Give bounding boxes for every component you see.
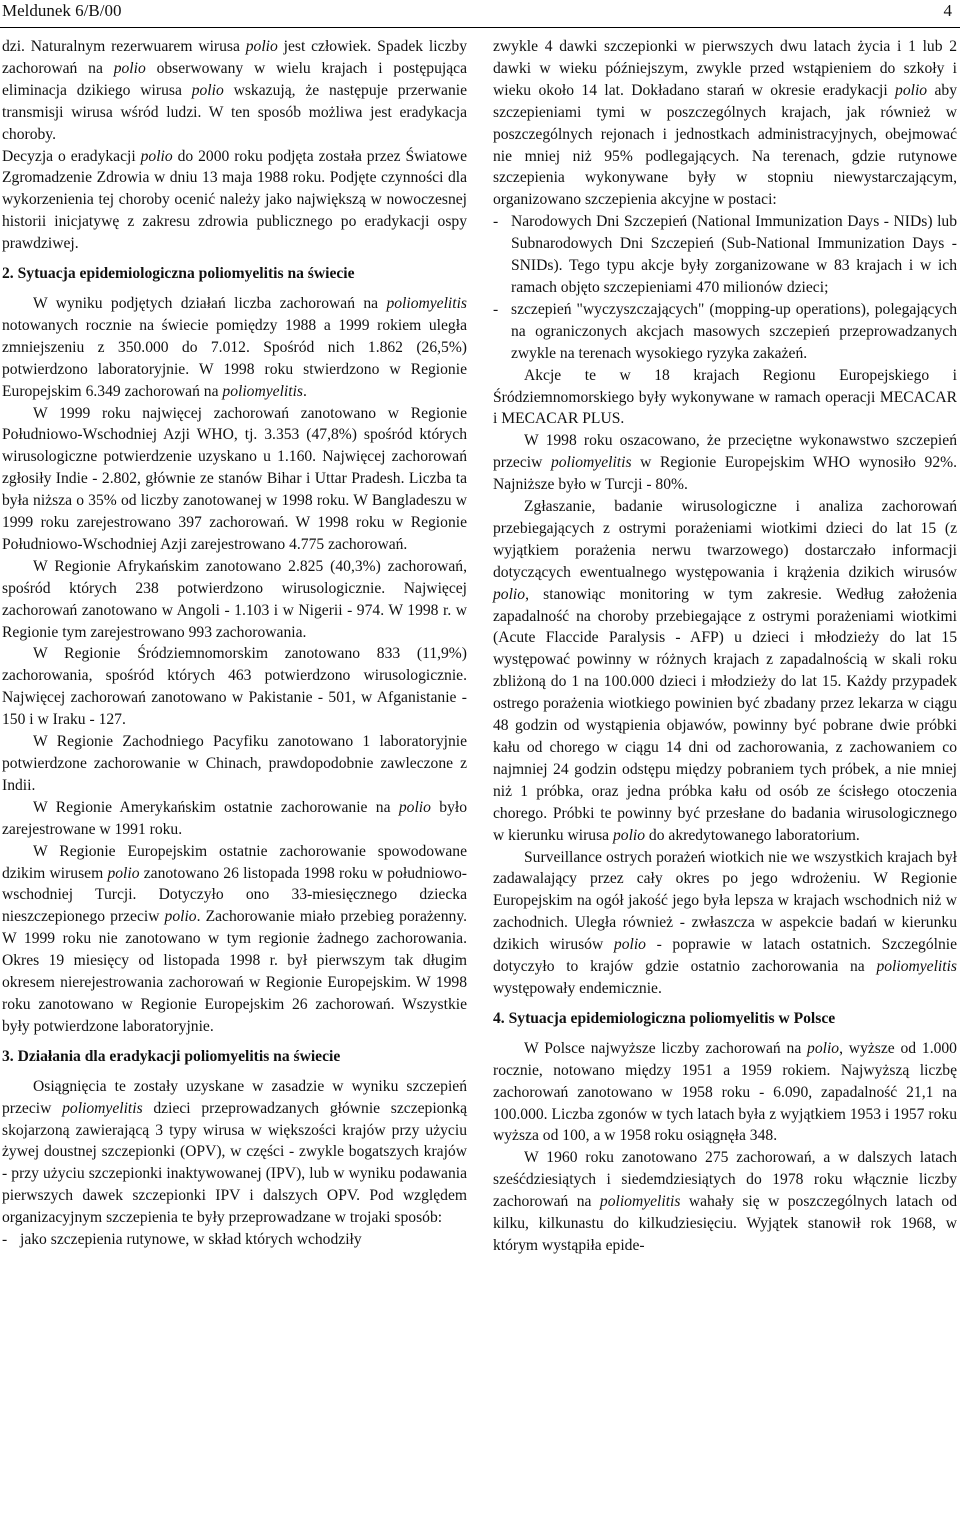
- paragraph: Surveillance ostrych porażeń wiotkich nie we wszystkich krajach był zadawalający przez cały okres po jego wdrożeniu. W Regionie Europejskim na ogół jakość jego była lepsza w krajach wschodnich niż w zachodnich. Uległa również - zwłaszcza w aspekcie badań w kierunku dzikich wirusów polio - poprawie w latach ostatnich. Szczególnie dotyczyło to krajów gdzie ostatnio zachorowania na poliomyelitis występowały endemicznie.: [493, 848, 958, 997]
- list-item: - Narodowych Dni Szczepień (National Immunization Days - NIDs) lub Subnarodowych Dni Szczepień (Sub-National Immunization Days - SNIDs). Tego typu akcje były zorganizowane w 83 krajach i w ich ramach objęto szczepieniami 470 milionów dzieci;: [493, 211, 957, 299]
- paragraph: W 1960 roku zanotowano 275 zachorowań, a w dalszych latach sześćdziesiątych i siedemdziesiątych do 1978 roku włącznie liczby zachorowań na poliomyelitis wahały się w poszczególnych latach od kilku, kilkunastu do kilkudziesięciu. Wyjątek stanowił rok 1968, w którym wystąpiła epide-: [493, 1149, 957, 1254]
- dash-list: [493, 211, 957, 364]
- left-column: [2, 36, 467, 1251]
- list-item: - szczepień "wyczyszczających" (mopping-up operations), polegających na ograniczonych akcjach masowych szczepień przeprowadzanych zwykle na terenach wysokiego ryzyka zakażeń.: [493, 299, 957, 365]
- paragraph: zwykle 4 dawki szczepionki w pierwszych dwu latach życia i 1 lub 2 dawki w wieku późniejszym, zwykle przed wstąpieniem do szkoły i wieku około 14 lat. Dokładano starań w okresie eradykacji polio aby szczepieniami tymi w poszczególnych krajach, jak również w poszczególnych rejonach i jednostkach administracyjnych, obejmować nie mniej niż 95% podlegających. Na terenach, gdzie rutynowe szczepienia wykonywane były w stopniu niewystarczającym, organizowano szczepienia akcyjne w postaci:: [493, 38, 957, 209]
- paragraph: Decyzja o eradykacji polio do 2000 roku podjęta została przez Światowe Zgromadzenie Zdrowia w dniu 13 maja 1988 roku. Podjęte czynności dla wykorzenienia tej choroby ocenić należy jako największą w nowoczesnej historii inicjatywę z zakresu zdrowia publicznego po eradykacji ospy prawdziwej.: [2, 147, 467, 253]
- section-heading: 4. Sytuacja epidemiologiczna poliomyelitis w Polsce: [493, 1009, 836, 1027]
- right-column: [493, 36, 957, 1257]
- paragraph: W Regionie Śródziemnomorskim zanotowano 833 (11,9%) zachorowania, spośród których 463 potwierdzono wirusologicznie. Najwięcej zachorowań zanotowano w Pakistanie - 501, w Afganistanie - 150 i w Iraku - 127.: [2, 645, 467, 729]
- paragraph: W Regionie Zachodniego Pacyfiku zanotowano 1 laboratoryjnie potwierdzone zachorowanie w Chinach, prawdopodobnie zawleczone z Indii.: [2, 733, 467, 794]
- paragraph: Akcje te w 18 krajach Regionu Europejskiego i Śródziemnomorskiego były wykonywane w ramach operacji MECACAR i MECACAR PLUS.: [493, 366, 957, 428]
- paragraph: W Polsce najwyższe liczby zachorowań na polio, wyższe od 1.000 rocznie, notowano między 1951 a 1959 rokiem. Najwyższą liczbę zachorowań zanotowano w 1958 roku - 6.090, zapadalność 21,1 na 100.000. Liczba zgonów w tych latach była z wyjątkiem 1953 i 1957 roku wyższa od 100, a w 1958 roku osiągnęła 348.: [493, 1039, 957, 1145]
- paragraph: W Regionie Europejskim ostatnie zachorowanie spowodowane dzikim wirusem polio zanotowano 26 listopada 1998 roku w południowo-wschodniej Turcji. Dotyczyło ono 33-miesięcznego dziecka nieszczepionego przeciw polio. Zachorowanie miało przebieg porażenny. W 1999 roku nie zanotowano w tym regionie żadnego zachorowania. Okres 19 miesięcy od listopada 1998 r. był pierwszym tak długim okresem nierejestrowania zachorowań w Regionie Europejskim. W 1998 roku zanotowano w Regionie Europejskim 26 zachorowań. Wszystkie były potwierdzone laboratoryjnie.: [2, 842, 468, 1035]
- dash-list: [2, 1229, 467, 1251]
- page-number: 4: [943, 1, 952, 20]
- paragraph: Osiągnięcia te zostały uzyskane w zasadzie w wyniku szczepień przeciw poliomyelitis dzieci przeprowadzanych głównie szczepionką skojarzoną zawierającą 3 typy wirusa w większości krajów przy użyciu żywej doustnej szczepionki (OPV), w części - zwykle bogatszych krajów - przy użyciu szczepionki inaktywowanej (IPV), lub w wyniku podawania pierwszych dawek szczepionki IPV i dalszych OPV. Pod względem organizacyjnym szczepienia te były przeprowadzane w trojaki sposób:: [2, 1077, 467, 1227]
- paragraph: Zgłaszanie, badanie wirusologiczne i analiza zachorowań przebiegających z ostrymi porażeniami wiotkimi dzieci do lat 15 (z wyjątkiem porażenia nerwu twarzowego) dostarczało informacji dotyczących ewentualnego występowania i krążenia dzikich wirusów polio, stanowiąc monitoring w tym zakresie. Według założenia zapadalność na choroby przebiegające z ostrymi porażeniami wiotkimi (Acute Flaccide Paralysis - AFP) u dzieci i młodzieży do lat 15 występować powinny w różnych krajach z zapadalnością w skali roku zbliżoną do 1 na 100.000 dzieci i młodzieży do lat 15. Każdy przypadek ostrego porażenia wiotkiego powinien być zbadany przez lekarza w ciągu 48 godzin od wystąpienia objawów, powinny być pobrane dwie próbki kału od chorego w ciągu 14 dni od zachorowania, z zachowaniem co najmniej 24 godzin odstępu między pobraniem tych próbek, a nie mniej niż 1 próbka, oraz jedna próbka kału od osób ze ścisłego otoczenia chorego. Próbki te powinny być przesłane do badania wirusologicznego w kierunku wirusa polio do akredytowanego laboratorium.: [493, 498, 957, 844]
- paragraph: W 1998 roku oszacowano, że przeciętne wykonawstwo szczepień przeciw poliomyelitis w Regionie Europejskim WHO wynosiło 92%. Najniższe było w Turcji - 80%.: [493, 432, 957, 494]
- section-heading: 3. Działania dla eradykacji poliomyelitis na świecie: [2, 1047, 341, 1065]
- journal-title: Meldunek 6/B/00: [2, 1, 122, 20]
- paragraph: W wyniku podjętych działań liczba zachorowań na poliomyelitis notowanych rocznie na świecie pomiędzy 1988 a 1999 rokiem uległa zmniejszeniu z 350.000 do 7.012. Spośród nich 1.862 (26,5%) potwierdzono laboratoryjnie. W 1998 roku stwierdzono w Regionie Europejskim 6.349 zachorowań na poliomyelitis.: [2, 294, 467, 400]
- paragraph: dzi. Naturalnym rezerwuarem wirusa polio jest człowiek. Spadek liczby zachorowań na polio obserwowany w wielu krajach i postępująca eliminacja dzikiego wirusa polio wskazują, że następuje przerwanie transmisji wirusa wśród ludzi. W ten sposób możliwa jest eradykacja choroby.: [2, 38, 467, 143]
- list-item: - jako szczepienia rutynowe, w skład których wchodziły: [2, 1229, 467, 1251]
- paragraph: W Regionie Amerykańskim ostatnie zachorowanie na polio było zarejestrowane w 1991 roku.: [2, 798, 468, 838]
- page-header: [0, 0, 960, 24]
- paragraph: W Regionie Afrykańskim zanotowano 2.825 (40,3%) zachorowań, spośród których 238 potwierdzono wirusologicznie. Najwięcej zachorowań zanotowano w Angoli - 1.103 i w Nigerii - 974. W 1998 r. w Regionie tym zarejestrowano 993 zachorowania.: [2, 557, 467, 641]
- section-heading: 2. Sytuacja epidemiologiczna poliomyelitis na świecie: [2, 265, 355, 283]
- paragraph: W 1999 roku najwięcej zachorowań zanotowano w Regionie Południowo-Wschodniej Azji WHO, tj. 3.353 (47,8%) spośród których wirusologiczne potwierdzenie uzyskano u 1.160. Najwięcej zachorowań zgłosiły Indie - 2.802, głównie ze stanów Bihar i Uttar Pradesh. Liczba ta była niższa o 35% od liczby zanotowanej w 1998 roku. W Bangladeszu w 1999 roku zarejestrowano 397 zachorowań. W 1998 roku w Regionie Południowo-Wschodniej Azji zarejestrowano 4.775 zachorowań.: [2, 404, 467, 553]
- header-rule: [0, 27, 960, 28]
